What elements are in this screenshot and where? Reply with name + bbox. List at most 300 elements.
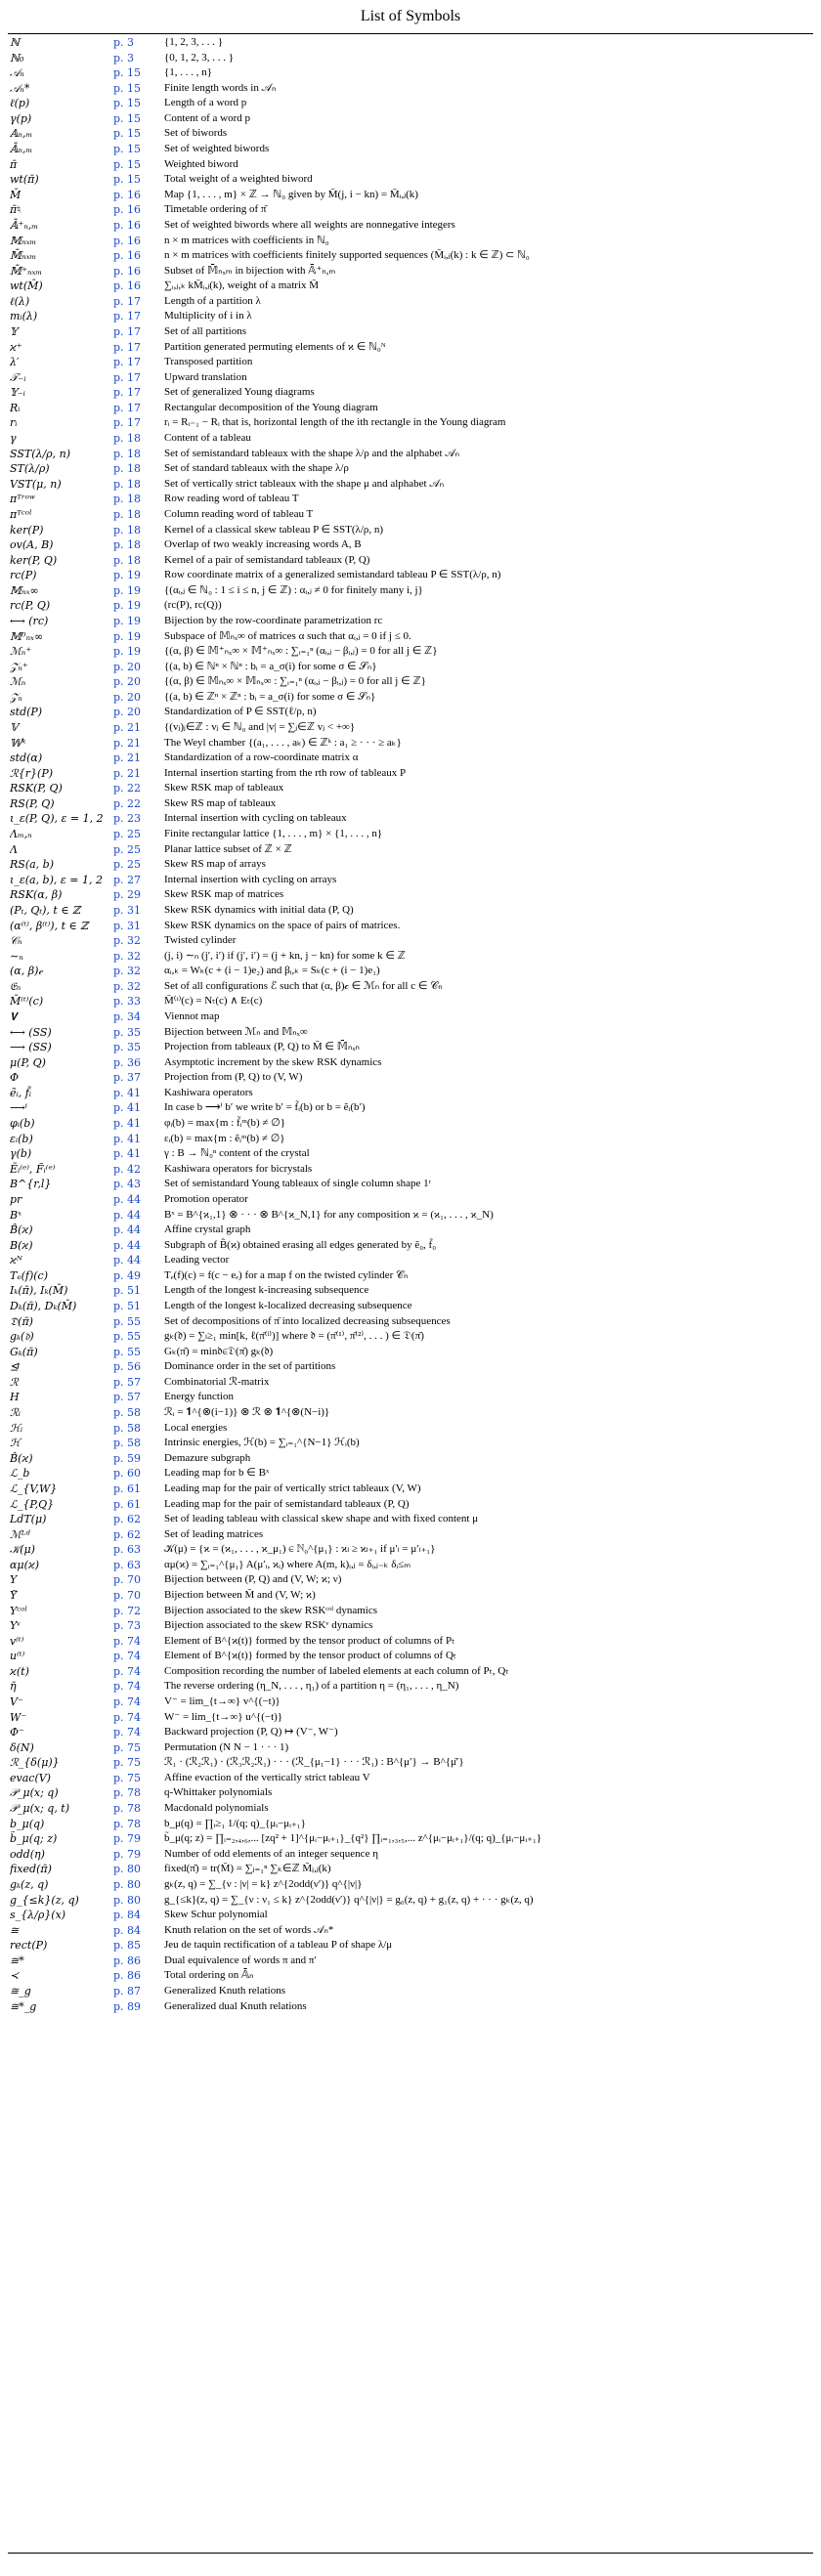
page-reference-link[interactable]: p. 32 <box>113 965 142 978</box>
page-reference-link[interactable]: p. 36 <box>113 1055 142 1069</box>
description-cell: Total weight of a weighted biword <box>164 173 313 186</box>
description-cell: (j, i) ∼ₙ (j′, i′) if (j′, i′) = (j + kn, j − kn) for some k ∈ ℤ <box>164 949 406 962</box>
symbol-cell: ℋ <box>10 1437 21 1450</box>
symbol-cell: ker(P, Q) <box>10 553 58 567</box>
page-reference-link[interactable]: p. 19 <box>113 599 142 613</box>
page-reference-link[interactable]: p. 21 <box>113 766 142 780</box>
page-reference-link[interactable]: p. 78 <box>113 1817 142 1830</box>
symbol-row <box>10 507 811 523</box>
page-reference-link[interactable]: p. 34 <box>113 1010 142 1023</box>
page-reference-link[interactable]: p. 35 <box>113 1041 142 1054</box>
page-reference-link[interactable]: p. 57 <box>113 1391 142 1404</box>
page-reference-link[interactable]: p. 44 <box>113 1224 142 1237</box>
top-rule <box>8 33 813 34</box>
symbol-cell: ∼ₙ <box>10 949 23 963</box>
symbol-row <box>10 248 811 264</box>
description-cell: Knuth relation on the set of words 𝒜ₙ* <box>164 1923 334 1936</box>
page-reference-link[interactable]: p. 80 <box>113 1893 142 1907</box>
page-reference-link[interactable]: p. 41 <box>113 1086 142 1099</box>
description-cell: Leading vector <box>164 1254 230 1267</box>
description-cell: fixed(π̄) = tr(M̄) = ∑ⱼ₌₁ⁿ ∑ₖ∈ℤ M̄ⱼ,ⱼ(k) <box>164 1863 331 1875</box>
page-reference-link[interactable]: p. 19 <box>113 569 142 582</box>
page-title: List of Symbols <box>360 8 461 24</box>
description-cell: b̃_μ(q; z) = ∏ᵢ₌₂,₄,₆,... [zq² + 1]^{μᵢ−μᵢ₊₁}_{q²} ∏ᵢ₌₁,₃,₅,... z^{μᵢ−μᵢ₊₁}/(q; q)_{μᵢ−μᵢ₊₁} <box>164 1832 542 1845</box>
symbol-row <box>10 1923 811 1939</box>
symbol-cell: δ(N) <box>10 1740 34 1754</box>
symbol-row <box>10 142 811 157</box>
description-cell: In case b ⟶ⁱ b′ we write b′ = f̃ᵢ(b) or b = ẽᵢ(b′) <box>164 1101 366 1114</box>
description-cell: rᵢ = Rᵢ₋₁ − Rᵢ that is, horizontal length of the ith rectangle in the Young diagram <box>164 416 506 429</box>
symbol-cell: ι_ε(a, b), ε = 1, 2 <box>10 873 103 886</box>
symbol-row <box>10 781 811 796</box>
symbol-cell: W⁻ <box>10 1710 27 1724</box>
description-cell: Set of biwords <box>164 127 228 140</box>
page-reference-link[interactable]: p. 62 <box>113 1513 142 1526</box>
page-reference-link[interactable]: p. 58 <box>113 1421 142 1435</box>
page-reference-link[interactable]: p. 55 <box>113 1345 142 1358</box>
page-reference-link[interactable]: p. 74 <box>113 1710 142 1724</box>
page-reference-link[interactable]: p. 16 <box>113 234 142 247</box>
page-reference-link[interactable]: p. 19 <box>113 583 142 597</box>
symbol-row <box>10 218 811 234</box>
page-reference-link[interactable]: p. 18 <box>113 538 142 552</box>
page-reference-link[interactable]: p. 41 <box>113 1132 142 1145</box>
symbol-cell: 𝕄̄ₙₓₘ <box>10 249 37 263</box>
description-cell: W⁻ = lim_{t→∞} u^{(−t)} <box>164 1710 283 1723</box>
symbol-cell: 𝔸̄⁺ₙ,ₘ <box>10 218 39 232</box>
symbol-cell: mᵢ(λ) <box>10 310 38 323</box>
page-reference-link[interactable]: p. 16 <box>113 188 142 201</box>
page-reference-link[interactable]: p. 16 <box>113 203 142 217</box>
symbol-row <box>10 1405 811 1421</box>
symbol-cell: V⁻ <box>10 1696 23 1709</box>
symbol-row <box>10 65 811 81</box>
description-cell: Length of the longest k-localized decreasing subsequence <box>164 1299 412 1311</box>
page-reference-link[interactable]: p. 25 <box>113 858 142 872</box>
symbol-cell: ẽᵢ, f̃ᵢ <box>10 1086 31 1099</box>
description-cell: Column reading word of tableau T <box>164 507 314 520</box>
symbol-row <box>10 933 811 949</box>
description-cell: q-Whittaker polynomials <box>164 1786 273 1799</box>
symbol-row <box>10 1481 811 1497</box>
page-reference-link[interactable]: p. 16 <box>113 279 142 293</box>
symbol-row <box>10 887 811 903</box>
description-cell: Projection from (P, Q) to (V, W) <box>164 1071 303 1084</box>
page-reference-link[interactable]: p. 15 <box>113 127 142 141</box>
symbol-row <box>10 1132 811 1147</box>
description-cell: {1, 2, 3, . . . } <box>164 36 224 48</box>
description-cell: V⁻ = lim_{t→∞} v^{(−t)} <box>164 1696 281 1708</box>
symbol-row <box>10 1100 811 1116</box>
page-reference-link[interactable]: p. 85 <box>113 1939 142 1953</box>
description-cell: Dominance order in the set of partitions <box>164 1360 336 1373</box>
symbol-cell: 𝒵ₙ <box>10 690 22 704</box>
page-reference-link[interactable]: p. 18 <box>113 523 142 537</box>
symbol-row <box>10 234 811 249</box>
description-cell: Energy function <box>164 1391 234 1403</box>
symbol-cell: ℓ(λ) <box>10 294 30 308</box>
page-reference-link[interactable]: p. 22 <box>113 782 142 795</box>
symbol-cell: Rᵢ <box>10 401 21 414</box>
symbol-cell: g_{≤k}(z, q) <box>10 1893 79 1907</box>
page-reference-link[interactable]: p. 15 <box>113 111 142 125</box>
description-cell: The reverse ordering (η_N, . . . , η₁) of a partition η = (η₁, . . . , η_N) <box>164 1680 459 1693</box>
description-cell: Leading map for b ∈ Bˣ <box>164 1467 270 1480</box>
symbol-row <box>10 720 811 736</box>
description-cell: Internal insertion with cycling on arrays <box>164 873 337 885</box>
symbol-cell: ϰᴺ <box>10 1254 22 1267</box>
page-reference-link[interactable]: p. 57 <box>113 1375 142 1389</box>
page-reference-link[interactable]: p. 21 <box>113 721 142 735</box>
symbol-row <box>10 1359 811 1375</box>
symbol-row <box>10 1831 811 1847</box>
page-reference-link[interactable]: p. 86 <box>113 1969 142 1983</box>
page-reference-link[interactable]: p. 84 <box>113 1909 142 1922</box>
page-reference-link[interactable]: p. 59 <box>113 1451 142 1465</box>
description-cell: gₖ(𝔡) = ∑ₗ≥₁ min[k, ℓ(π̄⁽ˡ⁾)] where 𝔡 = (π̄⁽¹⁾, π̄⁽²⁾, . . . ) ∈ 𝔇(π̄) <box>164 1330 424 1343</box>
page-reference-link[interactable]: p. 62 <box>113 1527 142 1541</box>
page-reference-link[interactable]: p. 18 <box>113 432 142 446</box>
symbol-row <box>10 1968 811 1984</box>
page-reference-link[interactable]: p. 74 <box>113 1680 142 1694</box>
symbol-cell: wt(π̄) <box>10 173 39 187</box>
page-reference-link[interactable]: p. 75 <box>113 1740 142 1754</box>
symbol-row <box>10 1877 811 1893</box>
page-reference-link[interactable]: p. 17 <box>113 294 142 308</box>
page-reference-link[interactable]: p. 44 <box>113 1192 142 1206</box>
page-reference-link[interactable]: p. 55 <box>113 1330 142 1344</box>
description-cell: Leading map for the pair of semistandard tableaux (P, Q) <box>164 1497 410 1510</box>
page-reference-link[interactable]: p. 78 <box>113 1802 142 1816</box>
symbol-row <box>10 96 811 111</box>
page-reference-link[interactable]: p. 21 <box>113 751 142 765</box>
page-reference-link[interactable]: p. 19 <box>113 645 142 659</box>
page-reference-link[interactable]: p. 89 <box>113 1999 142 2013</box>
description-cell: Bˣ = B^{ϰ₁,1} ⊗ · · · ⊗ B^{ϰ_N,1} for any composition ϰ = (ϰ₁, . . . , ϰ_N) <box>164 1208 494 1221</box>
symbol-cell: 𝔈ₙ <box>10 979 22 993</box>
description-cell: Macdonald polynomials <box>164 1802 269 1815</box>
symbol-cell: 𝕎ᵏ <box>10 736 26 750</box>
symbol-cell: Λ <box>10 842 18 856</box>
symbol-row <box>10 188 811 203</box>
symbol-cell: π̄ <box>10 157 18 171</box>
description-cell: Set of decompositions of π̄ into localized decreasing subsequences <box>164 1314 451 1327</box>
description-cell: Demazure subgraph <box>164 1451 251 1464</box>
description-cell: Map {1, . . . , m} × ℤ → ℕ₀ given by M̄(j, i − kn) = M̄ᵢ,ⱼ(k) <box>164 188 418 200</box>
symbol-cell: SST(λ/ρ, n) <box>10 447 71 460</box>
page-reference-link[interactable]: p. 86 <box>113 1953 142 1967</box>
description-cell: Upward translation <box>164 370 247 383</box>
page-reference-link[interactable]: p. 79 <box>113 1847 142 1861</box>
symbol-row <box>10 309 811 324</box>
symbol-row <box>10 126 811 142</box>
page-reference-link[interactable]: p. 17 <box>113 310 142 323</box>
symbol-cell: 𝕄ₙₓ∞ <box>10 583 39 597</box>
description-cell: Jeu de taquin rectification of a tableau P of shape λ/μ <box>164 1939 393 1952</box>
page-reference-link[interactable]: p. 44 <box>113 1254 142 1267</box>
page-reference-link[interactable]: p. 80 <box>113 1877 142 1891</box>
page-reference-link[interactable]: p. 20 <box>113 690 142 704</box>
symbol-row <box>10 751 811 766</box>
description-cell: Partition generated permuting elements of ϰ ∈ ℕ₀ᴺ <box>164 340 386 353</box>
page-reference-link[interactable]: p. 74 <box>113 1650 142 1663</box>
page-reference-link[interactable]: p. 19 <box>113 629 142 643</box>
symbol-cell: αμ(ϰ) <box>10 1558 40 1571</box>
symbol-row <box>10 1817 811 1832</box>
page-reference-link[interactable]: p. 17 <box>113 356 142 369</box>
description-cell: 𝒦(μ) = {ϰ = (ϰ₁, . . . , ϰ_μ₁) ∈ ℕ₀^{μ₁} : ϰₗ ≥ ϰₗ₊₁ if μ′ₗ = μ′ₗ₊₁} <box>164 1543 436 1556</box>
page-reference-link[interactable]: p. 51 <box>113 1284 142 1298</box>
symbol-cell: η̄ <box>10 1680 17 1694</box>
page-reference-link[interactable]: p. 15 <box>113 173 142 187</box>
page-reference-link[interactable]: p. 73 <box>113 1619 142 1633</box>
symbol-cell: ℛ <box>10 1375 19 1389</box>
symbol-cell: ov(A, B) <box>10 538 54 552</box>
symbol-row <box>10 811 811 827</box>
page-reference-link[interactable]: p. 17 <box>113 340 142 354</box>
page-reference-link[interactable]: p. 74 <box>113 1664 142 1678</box>
symbol-row <box>10 857 811 873</box>
description-cell: Dual equivalence of words π and π′ <box>164 1953 317 1966</box>
description-cell: Planar lattice subset of ℤ × ℤ <box>164 842 292 855</box>
page-reference-link[interactable]: p. 32 <box>113 949 142 963</box>
symbol-row <box>10 1984 811 1999</box>
description-cell: Content of a word p <box>164 111 250 124</box>
description-cell: Finite length words in 𝒜ₙ <box>164 81 277 94</box>
symbol-cell: (Pₜ, Qₜ), t ∈ ℤ <box>10 903 80 917</box>
symbol-row <box>10 1208 811 1224</box>
symbol-cell: ℒ_b <box>10 1467 30 1481</box>
page-reference-link[interactable]: p. 18 <box>113 507 142 521</box>
page-reference-link[interactable]: p. 23 <box>113 812 142 826</box>
page-reference-link[interactable]: p. 35 <box>113 1025 142 1039</box>
page-reference-link[interactable]: p. 27 <box>113 873 142 886</box>
page-reference-link[interactable]: p. 58 <box>113 1437 142 1450</box>
description-cell: Generalized dual Knuth relations <box>164 1999 307 2012</box>
symbol-row <box>10 431 811 447</box>
page-reference-link[interactable]: p. 61 <box>113 1481 142 1495</box>
page-reference-link[interactable]: p. 72 <box>113 1604 142 1617</box>
page-reference-link[interactable]: p. 70 <box>113 1588 142 1602</box>
page-reference-link[interactable]: p. 44 <box>113 1238 142 1252</box>
page-reference-link[interactable]: p. 58 <box>113 1406 142 1420</box>
page-reference-link[interactable]: p. 18 <box>113 477 142 491</box>
page-reference-link[interactable]: p. 18 <box>113 462 142 476</box>
description-cell: Combinatorial ℛ-matrix <box>164 1375 270 1388</box>
page-reference-link[interactable]: p. 17 <box>113 401 142 414</box>
page-reference-link[interactable]: p. 15 <box>113 97 142 110</box>
symbol-row <box>10 385 811 401</box>
page-reference-link[interactable]: p. 3 <box>113 36 135 49</box>
page-reference-link[interactable]: p. 49 <box>113 1268 142 1282</box>
page-reference-link[interactable]: p. 16 <box>113 218 142 232</box>
page-reference-link[interactable]: p. 51 <box>113 1299 142 1312</box>
page-reference-link[interactable]: p. 42 <box>113 1162 142 1176</box>
symbol-cell: ⟶ (SS) <box>10 1041 52 1054</box>
description-cell: Permutation (N N − 1 · · · 1) <box>164 1740 289 1753</box>
page-reference-link[interactable]: p. 87 <box>113 1985 142 1997</box>
symbol-row <box>10 1999 811 2015</box>
symbol-row <box>10 949 811 965</box>
symbol-row <box>10 1421 811 1437</box>
description-cell: Intrinsic energies, ℋ(b) = ∑ᵢ₌₁^{N−1} ℋᵢ(b) <box>164 1437 360 1449</box>
page-reference-link[interactable]: p. 55 <box>113 1314 142 1328</box>
symbol-row <box>10 1572 811 1588</box>
page-reference-link[interactable]: p. 41 <box>113 1147 142 1161</box>
symbol-row <box>10 172 811 188</box>
page-reference-link[interactable]: p. 3 <box>113 51 135 64</box>
description-cell: {1, . . . , n} <box>164 66 213 79</box>
page-reference-link[interactable]: p. 15 <box>113 66 142 80</box>
description-cell: Bijection by the row-coordinate parametrization rc <box>164 614 383 626</box>
page-reference-link[interactable]: p. 33 <box>113 995 142 1009</box>
page-reference-link[interactable]: p. 84 <box>113 1923 142 1937</box>
symbol-cell: Φ <box>10 1071 20 1085</box>
symbol-row <box>10 1953 811 1969</box>
description-cell: Gₖ(π̄) = min𝔡∈𝔇(π̄) gₖ(𝔡) <box>164 1345 274 1357</box>
page-reference-link[interactable]: p. 32 <box>113 934 142 948</box>
page-reference-link[interactable]: p. 25 <box>113 842 142 856</box>
symbol-row <box>10 1390 811 1405</box>
description-cell: Length of a word p <box>164 97 247 109</box>
symbol-cell: RSK(α, β) <box>10 888 63 902</box>
page-reference-link[interactable]: p. 16 <box>113 264 142 278</box>
page-reference-link[interactable]: p. 19 <box>113 614 142 627</box>
page-reference-link[interactable]: p. 18 <box>113 447 142 460</box>
page-reference-link[interactable]: p. 63 <box>113 1543 142 1557</box>
description-cell: Generalized Knuth relations <box>164 1985 286 1996</box>
description-cell: n × m matrices with coefficients in ℕ₀ <box>164 234 329 246</box>
description-cell: Subgraph of B̂(ϰ) obtained erasing all edges generated by ẽ₀, f̃₀ <box>164 1238 437 1251</box>
page-reference-link[interactable]: p. 15 <box>113 81 142 95</box>
page-reference-link[interactable]: p. 17 <box>113 370 142 384</box>
page-reference-link[interactable]: p. 31 <box>113 903 142 917</box>
page-reference-link[interactable]: p. 43 <box>113 1178 142 1191</box>
symbol-row <box>10 1755 811 1771</box>
page-reference-link[interactable]: p. 17 <box>113 386 142 400</box>
symbols-table <box>10 35 811 2014</box>
page-reference-link[interactable]: p. 41 <box>113 1117 142 1131</box>
symbol-cell: gₖ(z, q) <box>10 1877 49 1891</box>
symbol-cell: odd(η) <box>10 1847 45 1861</box>
page-reference-link[interactable]: p. 61 <box>113 1497 142 1511</box>
page-reference-link[interactable]: p. 78 <box>113 1786 142 1800</box>
page-reference-link[interactable]: p. 20 <box>113 706 142 719</box>
symbol-cell: (α⁽ᵗ⁾, β⁽ᵗ⁾), t ∈ ℤ <box>10 919 89 932</box>
symbol-cell: Υᶜᵒˡ <box>10 1604 28 1617</box>
symbol-row <box>10 1649 811 1664</box>
symbol-cell: VST(μ, n) <box>10 477 62 491</box>
description-cell: {(a, b) ∈ ℤⁿ × ℤⁿ : bᵢ = a_σ(i) for some σ ∈ 𝒮ₙ} <box>164 690 376 703</box>
page-reference-link[interactable]: p. 70 <box>113 1573 142 1587</box>
description-cell: Row coordinate matrix of a generalized semistandard tableau P ∈ SST(λ/ρ, n) <box>164 569 501 581</box>
symbol-cell: std(P) <box>10 706 43 719</box>
page-reference-link[interactable]: p. 75 <box>113 1771 142 1784</box>
symbol-cell: ker(P) <box>10 523 44 537</box>
page-reference-link[interactable]: p. 44 <box>113 1208 142 1222</box>
description-cell: Affine evaction of the vertically strict tableau V <box>164 1771 370 1783</box>
symbol-cell: M̄⁽ᵗ⁾(c) <box>10 995 44 1009</box>
symbol-cell: φᵢ(b) <box>10 1117 35 1131</box>
symbol-cell: 𝕍 <box>10 721 19 735</box>
description-cell: Number of odd elements of an integer sequence η <box>164 1847 378 1860</box>
symbol-cell: u⁽ᵗ⁾ <box>10 1650 25 1663</box>
description-cell: ℛ₁ · (ℛ₂ℛ₁) · (ℛ₃ℛ₂ℛ₁) · · · (ℛ_{μ₁−1} · · · ℛ₁) : B^{μ′} → B^{μ̄′} <box>164 1756 464 1769</box>
symbol-cell: ℳₙ <box>10 675 26 689</box>
page-reference-link[interactable]: p. 15 <box>113 143 142 156</box>
symbol-cell: Υ <box>10 1573 18 1587</box>
page-reference-link[interactable]: p. 17 <box>113 416 142 430</box>
page-reference-link[interactable]: p. 15 <box>113 157 142 171</box>
page-reference-link[interactable]: p. 18 <box>113 493 142 506</box>
description-cell: Set of all configurations ℰ such that (α, β)𝒸 ∈ ℳₙ for all c ∈ 𝒞ₙ <box>164 979 443 992</box>
page-reference-link[interactable]: p. 25 <box>113 828 142 841</box>
symbol-row <box>10 447 811 462</box>
symbol-row <box>10 903 811 919</box>
page-reference-link[interactable]: p. 75 <box>113 1756 142 1770</box>
page-reference-link[interactable]: p. 80 <box>113 1863 142 1876</box>
page-reference-link[interactable]: p. 17 <box>113 324 142 338</box>
symbol-cell: 𝕄⁰ₙₓ∞ <box>10 629 44 643</box>
description-cell: Composition recording the number of labeled elements at each column of Pₜ, Qₜ <box>164 1664 509 1677</box>
page-reference-link[interactable]: p. 56 <box>113 1360 142 1374</box>
symbol-row <box>10 583 811 599</box>
symbol-row <box>10 873 811 888</box>
symbol-row <box>10 644 811 660</box>
page-reference-link[interactable]: p. 32 <box>113 979 142 993</box>
symbol-row <box>10 1938 811 1953</box>
symbol-cell: s_{λ/ρ}(x) <box>10 1909 66 1922</box>
symbol-row <box>10 35 811 51</box>
page-reference-link[interactable]: p. 21 <box>113 736 142 750</box>
page-reference-link[interactable]: p. 60 <box>113 1467 142 1481</box>
page-reference-link[interactable]: p. 63 <box>113 1558 142 1571</box>
page-reference-link[interactable]: p. 16 <box>113 249 142 263</box>
symbol-row <box>10 1785 811 1801</box>
symbol-cell: rect(P) <box>10 1939 48 1953</box>
symbol-row <box>10 614 811 629</box>
page-reference-link[interactable]: p. 18 <box>113 553 142 567</box>
description-cell: Skew RSK dynamics on the space of pairs of matrices. <box>164 919 401 931</box>
symbol-row <box>10 1893 811 1909</box>
symbol-cell: ℛ{r}(P) <box>10 766 54 780</box>
page-reference-link[interactable]: p. 29 <box>113 888 142 902</box>
page-reference-link[interactable]: p. 37 <box>113 1071 142 1085</box>
page-reference-link[interactable]: p. 20 <box>113 660 142 673</box>
description-cell: {(αᵢ,ⱼ ∈ ℕ₀ : 1 ≤ i ≤ n, j ∈ ℤ) : αᵢ,ⱼ ≠ 0 for finitely many i, j} <box>164 583 423 596</box>
symbol-row <box>10 1512 811 1527</box>
symbol-cell: rᵢ <box>10 416 18 430</box>
description-cell: εᵢ(b) = max{m : ẽᵢᵐ(b) ≠ ∅} <box>164 1132 285 1144</box>
page-reference-link[interactable]: p. 74 <box>113 1726 142 1739</box>
page-reference-link[interactable]: p. 31 <box>113 919 142 932</box>
symbol-row <box>10 1040 811 1055</box>
symbol-cell: ℕ <box>10 36 21 49</box>
symbol-row <box>10 1588 811 1604</box>
symbol-cell: 𝕐 <box>10 324 18 338</box>
description-cell: Skew RS map of arrays <box>164 858 266 871</box>
page-reference-link[interactable]: p. 41 <box>113 1101 142 1115</box>
symbol-cell: ℋᵢ <box>10 1421 23 1435</box>
page-reference-link[interactable]: p. 22 <box>113 796 142 810</box>
page-reference-link[interactable]: p. 74 <box>113 1634 142 1648</box>
page-reference-link[interactable]: p. 20 <box>113 675 142 689</box>
symbol-row <box>10 202 811 218</box>
symbol-cell: 𝕐₋ᵢ <box>10 386 25 400</box>
page-reference-link[interactable]: p. 79 <box>113 1832 142 1846</box>
page-reference-link[interactable]: p. 74 <box>113 1696 142 1709</box>
description-cell: Element of B^{ϰ(t)} formed by the tensor product of columns of Qₜ <box>164 1650 457 1662</box>
